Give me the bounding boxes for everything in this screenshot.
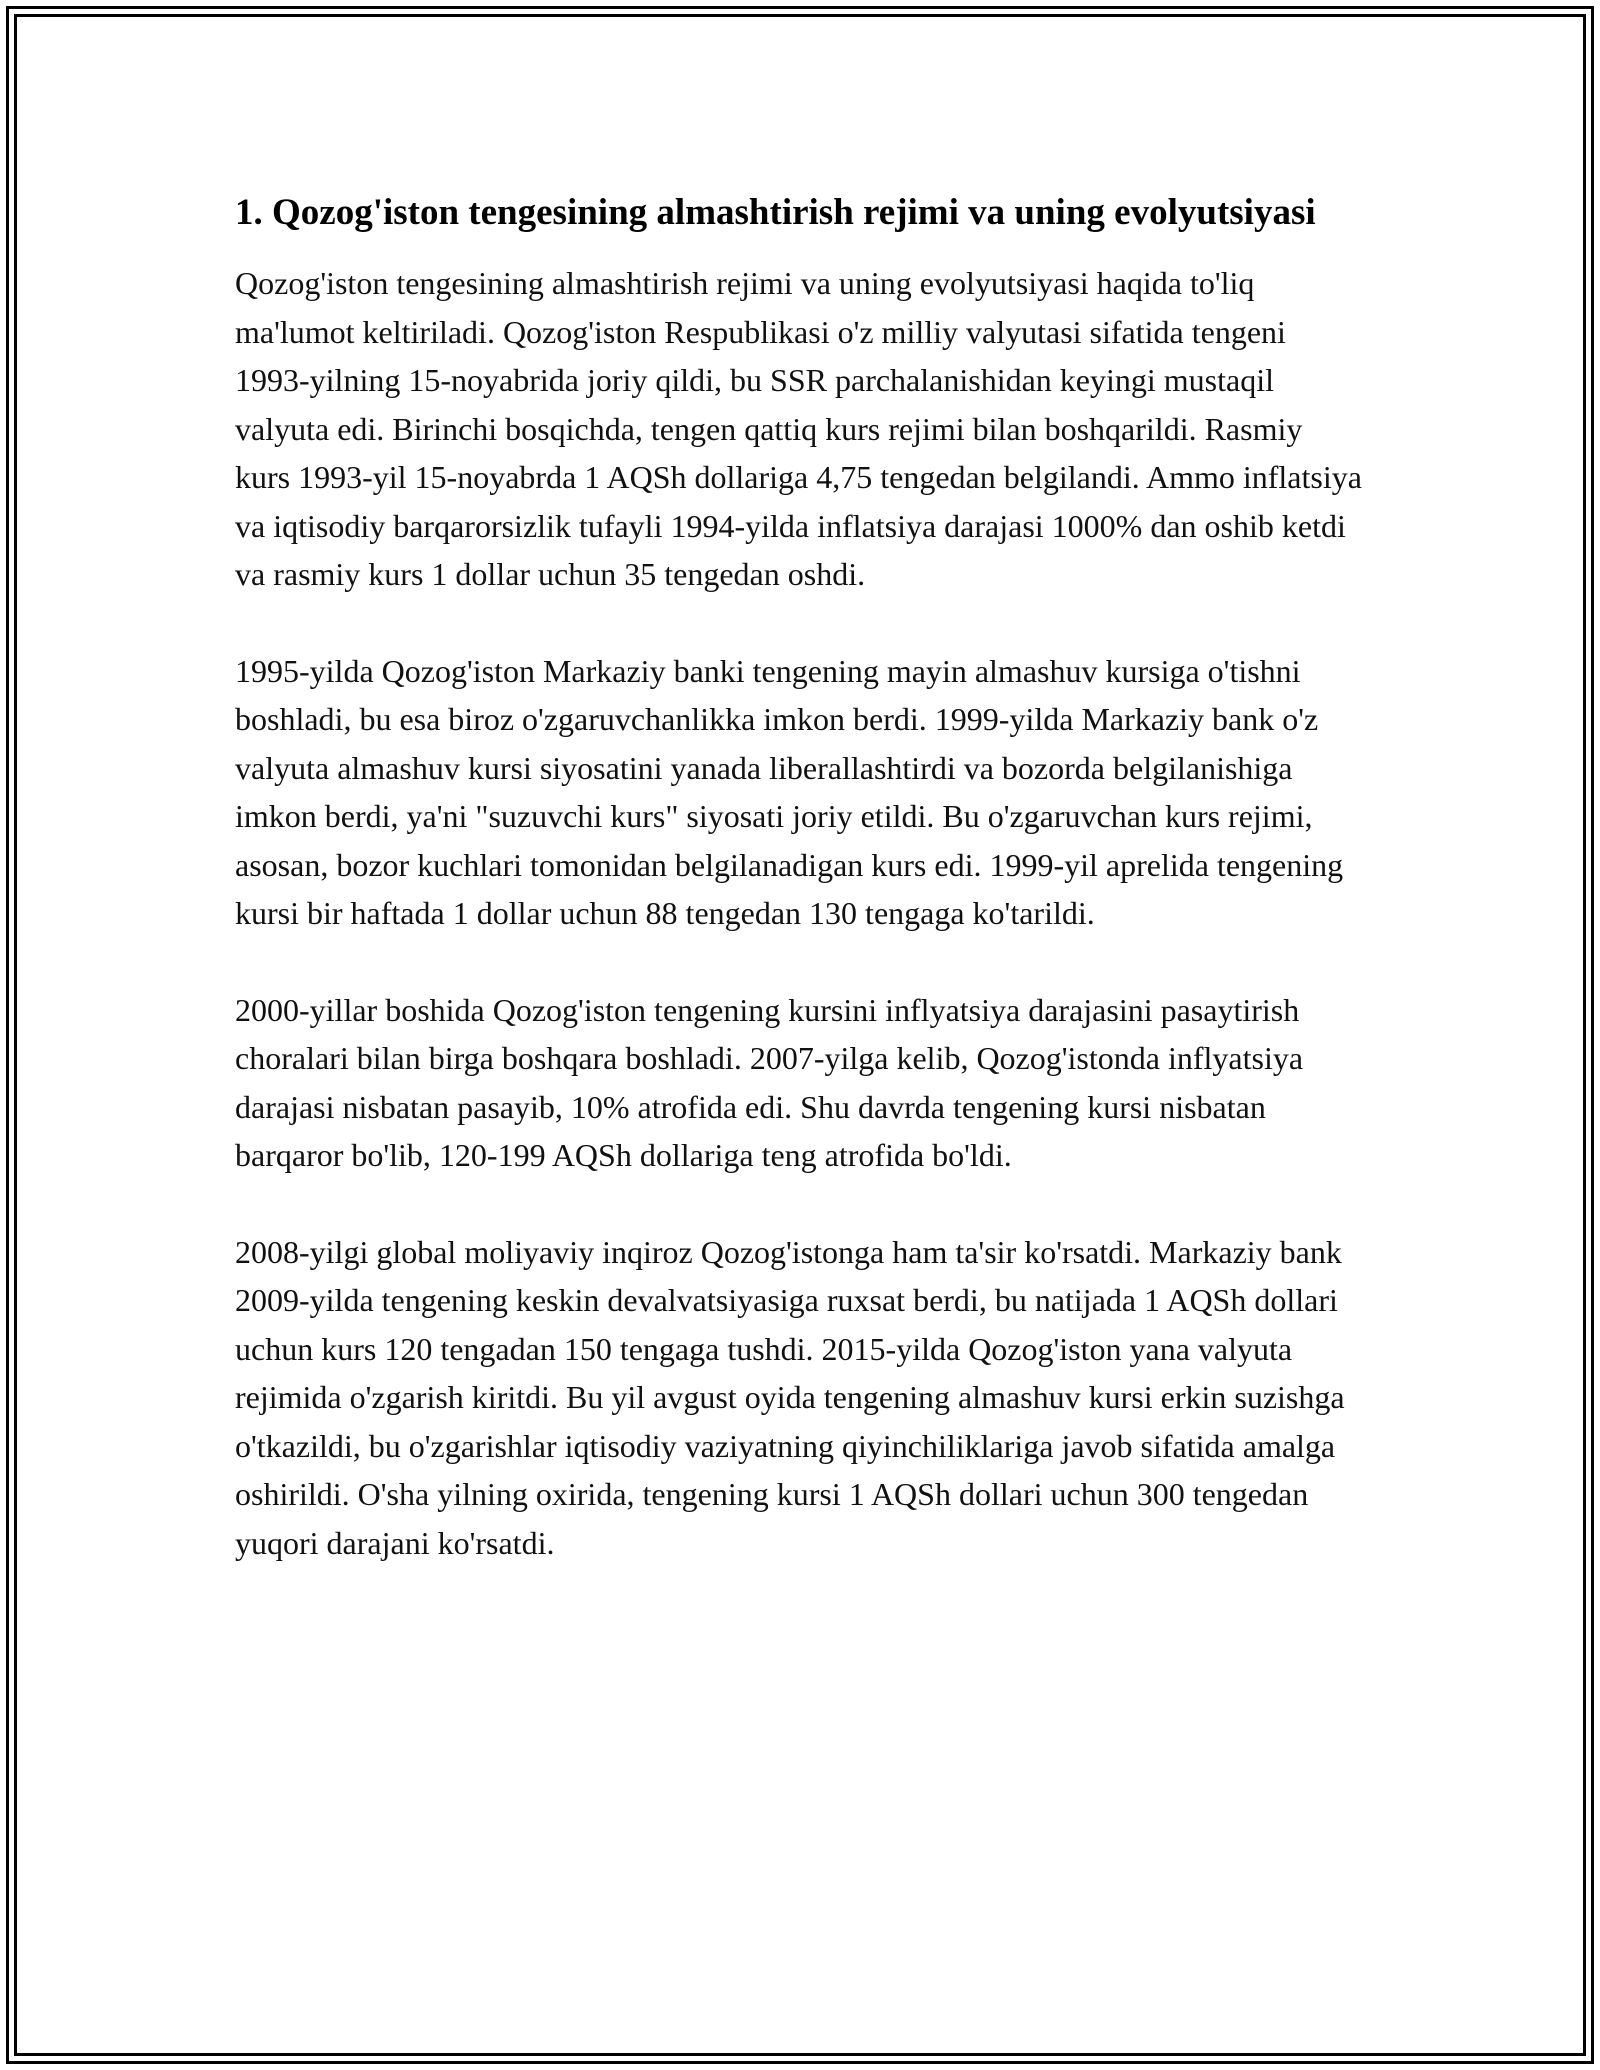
paragraph-1995-1999: 1995-yilda Qozog'iston Markaziy banki tengening mayin almashuv kursiga o'tishni boshladi, bu esa biroz o'zgaruvchanlikka imkon berdi. 1999-yilda Markaziy bank o'z valyuta almashuv kursi siyosatini yanada liberallashtirdi va bozorda belgilanishiga imkon berdi, ya'ni "suzuvchi kurs" siyosati joriy etildi. Bu o'zgaruvchan kurs rejimi, asosan, bozor kuchlari tomonidan belgilanadigan kurs edi. 1999-yil aprelida tengening kursi bir haftada 1 dollar uchun 88 tengedan 130 tengaga ko'tarildi. [235, 652, 1344, 931]
paragraph-intro: Qozog'iston tengesining almashtirish rejimi va uning evolyutsiyasi haqida to'liq ma'lumot keltiriladi. Qozog'iston Respublikasi o'z milliy valyutasi sifatida tengeni 1993-yilning 15-noyabrida joriy qildi, bu SSR parchalanishidan keyingi mustaqil valyuta edi. Birinchi bosqichda, tengen qattiq kurs rejimi bilan boshqarildi. Rasmiy kurs 1993-yil 15-noyabrda 1 AQSh dollariga 4,75 tengedan belgilandi. Ammo inflatsiya va iqtisodiy barqarorsizlik tufayli 1994-yilda inflatsiya darajasi 1000% dan oshib ketdi va rasmiy kurs 1 dollar uchun 35 tengedan oshdi. [235, 265, 1362, 592]
document-content [235, 185, 1365, 1615]
paragraph-2000s: 2000-yillar boshida Qozog'iston tengening kursini inflyatsiya darajasini pasaytirish choralari bilan birga boshqara boshladi. 2007-yilga kelib, Qozog'istonda inflyatsiya darajasi nisbatan pasayib, 10% atrofida edi. Shu davrda tengening kursi nisbatan barqaror bo'lib, 120-199 AQSh dollariga teng atrofida bo'ldi. [235, 991, 1304, 1173]
paragraph-2008-2015: 2008-yilgi global moliyaviy inqiroz Qozog'istonga ham ta'sir ko'rsatdi. Markaziy bank 2009-yilda tengening keskin devalvatsiyasiga ruxsat berdi, bu natijada 1 AQSh dollari uchun kurs 120 tengadan 150 tengaga tushdi. 2015-yilda Qozog'iston yana valyuta rejimida o'zgarish kiritdi. Bu yil avgust oyida tengening almashuv kursi erkin suzishga o'tkazildi, bu o'zgarishlar iqtisodiy vaziyatning qiyinchiliklariga javob sifatida amalga oshirildi. O'sha yilning oxirida, tengening kursi 1 AQSh dollari uchun 300 tengedan yuqori darajani ko'rsatdi. [235, 1233, 1345, 1561]
section-title: 1. Qozog'iston tengesining almashtirish rejimi va uning evolyutsiyasi [235, 192, 1316, 233]
